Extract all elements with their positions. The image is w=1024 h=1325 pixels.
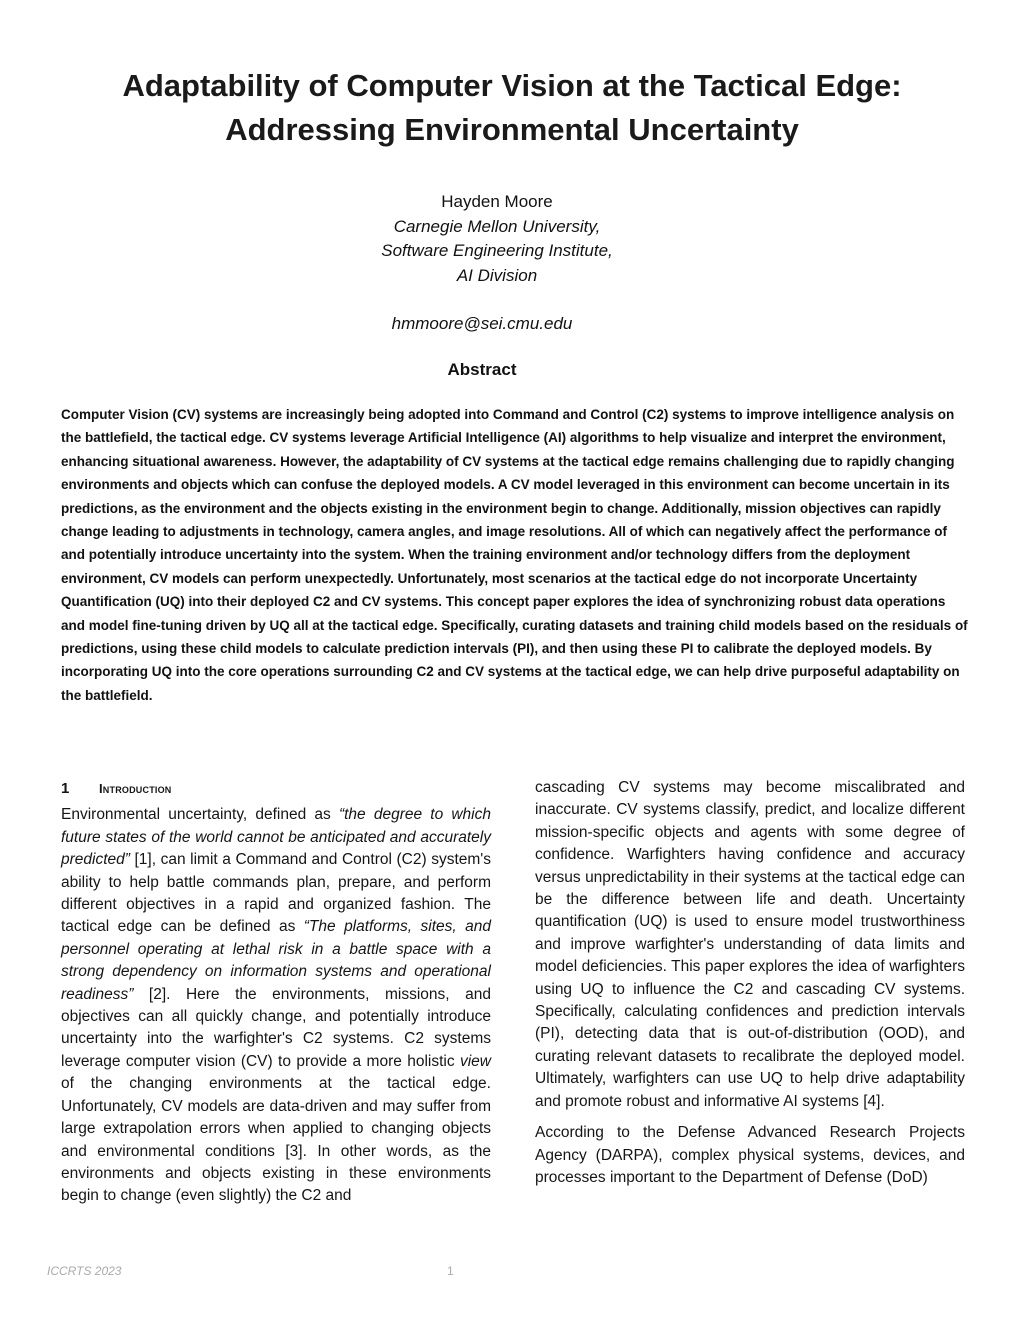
- intro-text-1: Environmental uncertainty, defined as: [61, 806, 339, 824]
- paper-title: [60, 64, 964, 152]
- section-heading: [61, 778, 491, 800]
- author-block: [0, 190, 1024, 288]
- affiliation-institute: Software Engineering Institute,: [381, 241, 613, 260]
- abstract-heading: Abstract: [447, 360, 517, 379]
- intro-paragraph: [61, 804, 491, 1207]
- left-column: [61, 778, 491, 1217]
- section-title: Introduction: [99, 781, 172, 796]
- paragraph-cascading-cv: cascading CV systems may become miscalibrated and inaccurate. CV systems classify, predict, and localize different mission-specific objects and agents with some degree of confidence. Warfighters having confidence and accuracy versus unpredictability in their systems at the tactical edge can be the difference between life and death. Uncertainty quantification (UQ) is used to ensure model trustworthiness and improve warfighter's understanding of data limits and model deficiencies. This paper explores the idea of warfighters using UQ to influence the C2 and cascading CV systems. Specifically, calculating confidences and prediction intervals (PI), detecting data that is out-of-distribution (OOD), and curating relevant datasets to recalibrate the deployed model. Ultimately, warfighters can use UQ to help drive adaptability and promote robust and informative AI systems [4].: [535, 779, 965, 1110]
- intro-text-3: [2]. Here the environments, missions, and objectives can all quickly change, and potentially introduce uncertainty into the warfighter's C2 systems. C2 systems leverage computer vision (CV) to provide a more holistic: [61, 985, 491, 1070]
- quote-tactical-edge: “The platforms, sites, and personnel operating at lethal risk in a battle space with a strong dependency on information systems and operational readiness”: [61, 918, 492, 1003]
- emphasis-view: view: [459, 1052, 491, 1070]
- abstract-text: Computer Vision (CV) systems are increasingly being adopted into Command and Control (C2) systems to improve intelligence analysis on the battlefield, the tactical edge. CV systems leverage Artificial Intelligence (AI) algorithms to help visualize and interpret the environment, enhancing situational awareness. However, the adaptability of CV systems at the tactical edge remains challenging due to rapidly changing environments and objects which can confuse the deployed models. A CV model leveraged in this environment can become uncertain in its predictions, as the environment and the objects existing in the environment begin to change. Additionally, mission objectives can rapidly change leading to adjustments in technology, camera angles, and image resolutions. All of which can negatively affect the performance of and potentially introduce uncertainty into the system. When the training environment and/or technology differs from the deployment environment, CV models can perform unexpectedly. Unfortunately, most scenarios at the tactical edge do not incorporate Uncertainty Quantification (UQ) into their deployed C2 and CV systems. This concept paper explores the idea of synchronizing robust data operations and model fine-tuning driven by UQ all at the tactical edge. Specifically, curating datasets and training child models based on the residuals of predictions, using these child models to calculate prediction intervals (PI), and then using these PI to calibrate the deployed models. By incorporating UQ into the core operations surrounding C2 and CV systems at the tactical edge, we can help drive purposeful adaptability on the battlefield.: [61, 407, 968, 703]
- affiliation-university: Carnegie Mellon University,: [393, 216, 601, 236]
- intro-text-4: of the changing environments at the tactical edge. Unfortunately, CV models are data-driven and may suffer from large extrapolation errors when applied to changing objects and environmental conditions [3]. In other words, as the environments and objects existing in these environments begin to change (even slightly) the C2 and: [61, 1075, 491, 1205]
- title-line-1: Adaptability of Computer Vision at the Tactical Edge:: [122, 68, 902, 103]
- affiliation-division: AI Division: [456, 265, 538, 285]
- author-name: Hayden Moore: [441, 192, 553, 211]
- paragraph-darpa: According to the Defense Advanced Research Projects Agency (DARPA), complex physical systems, devices, and processes important to the Department of Defense (DoD): [535, 1124, 965, 1186]
- footer-page-number: 1: [447, 1264, 454, 1278]
- intro-text-2: [1], can limit a Command and Control (C2) system's ability to help battle commands plan, prepare, and perform different objectives in a rapid and organized fashion. The tactical edge can be defined as: [61, 851, 491, 936]
- footer-venue: ICCRTS 2023: [47, 1264, 122, 1278]
- right-column: [535, 777, 965, 1198]
- quote-environmental-uncertainty: “the degree to which future states of the world cannot be anticipated and accurately predicted”: [61, 806, 491, 869]
- author-email[interactable]: hmmoore@sei.cmu.edu: [391, 314, 573, 333]
- title-line-2: Addressing Environmental Uncertainty: [225, 112, 799, 147]
- section-number: 1: [61, 780, 70, 797]
